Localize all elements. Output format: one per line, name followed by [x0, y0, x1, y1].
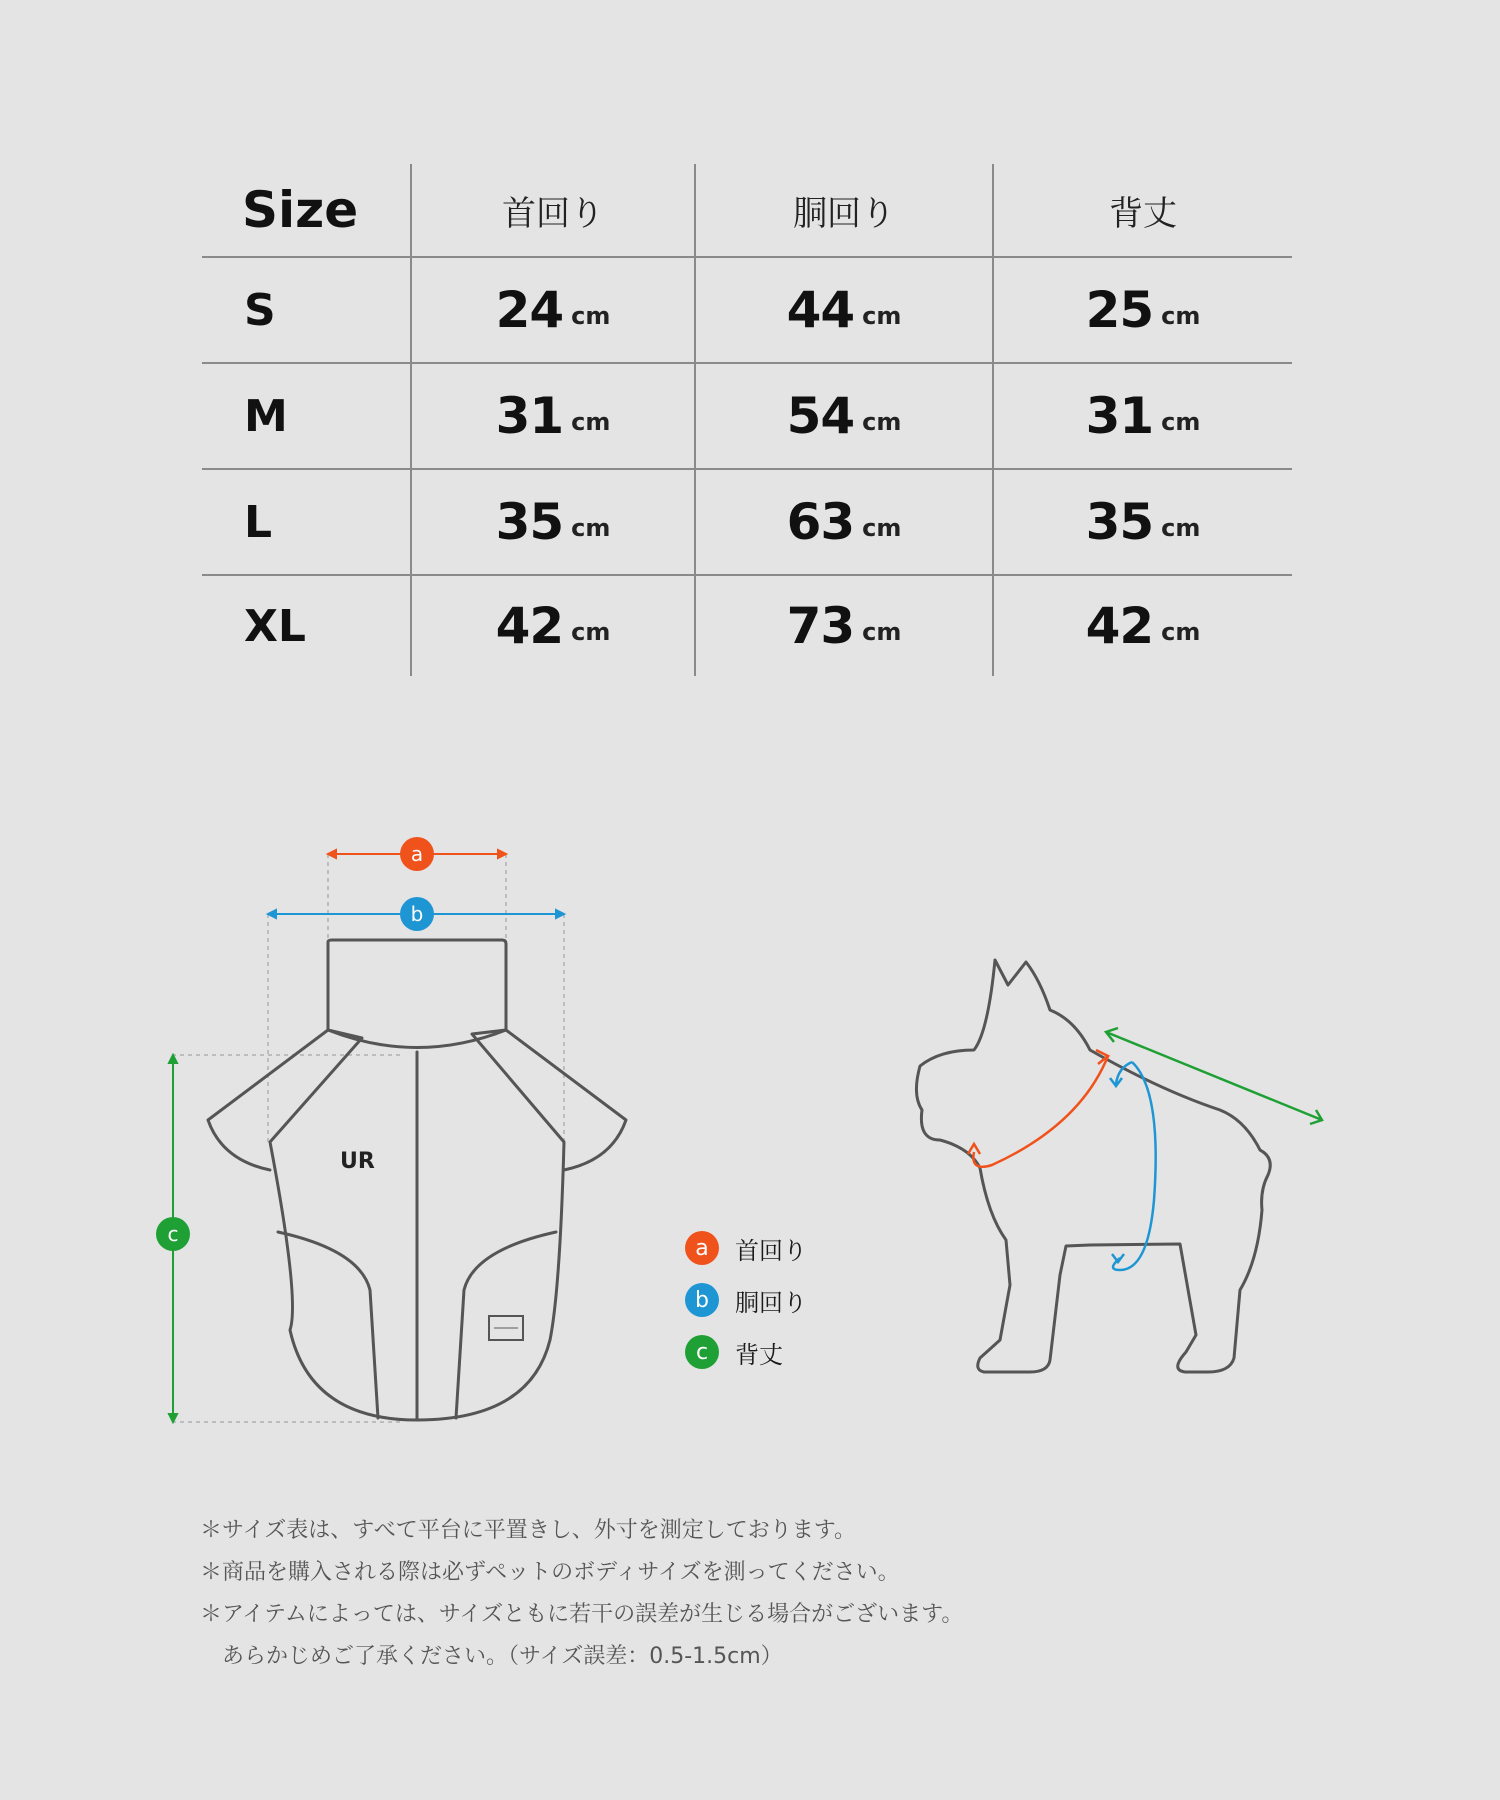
legend-item-c: [685, 1326, 885, 1378]
neck-measure: [973, 1056, 1108, 1167]
value-number: 42: [1085, 597, 1154, 655]
marker-c-label: c: [167, 1222, 179, 1246]
value-number: 25: [1085, 281, 1154, 339]
legend-label: 背丈: [735, 1340, 783, 1369]
note-line: ＊商品を購入される際は必ずペットのボディサイズを測ってください。: [200, 1560, 900, 1585]
value-unit: cm: [862, 514, 902, 542]
header-chest: 胴回り: [793, 193, 895, 234]
row-size-label: M: [244, 390, 288, 442]
value-number: 24: [495, 281, 564, 339]
legend-item-b: [685, 1274, 885, 1326]
value-cell: [994, 576, 1292, 676]
value-cell: [994, 364, 1292, 468]
value-number: 44: [786, 281, 855, 339]
chest-measure: [1113, 1062, 1156, 1270]
value-number: 31: [495, 387, 564, 445]
marker-a-label: a: [410, 842, 424, 866]
value-number: 35: [1085, 493, 1154, 551]
value-unit: cm: [862, 408, 902, 436]
value-cell: [412, 364, 694, 468]
dog-outline: [916, 960, 1270, 1372]
legend-label: 胴回り: [735, 1288, 807, 1317]
marker-b-label: b: [410, 902, 424, 926]
value-cell: [994, 470, 1292, 574]
value-number: 63: [786, 493, 855, 551]
value-unit: cm: [1161, 514, 1201, 542]
legend-label: 首回り: [735, 1236, 807, 1265]
dog-diagram: [900, 940, 1340, 1380]
legend: [685, 1222, 885, 1378]
value-cell: [696, 364, 992, 468]
notes: [200, 1510, 1300, 1678]
note-line: ＊アイテムによっては、サイズともに若干の誤差が生じる場合がございます。: [200, 1602, 964, 1627]
garment-logo: UR: [340, 1149, 375, 1174]
value-cell: [696, 470, 992, 574]
legend-dot-c: c: [685, 1335, 719, 1369]
value-cell: [696, 576, 992, 676]
value-number: 31: [1085, 387, 1154, 445]
header-neck: 首回り: [502, 193, 604, 234]
value-cell: [994, 258, 1292, 362]
value-unit: cm: [571, 302, 611, 330]
header-size: Size: [242, 181, 359, 239]
legend-item-a: [685, 1222, 885, 1274]
value-unit: cm: [1161, 302, 1201, 330]
value-number: 35: [495, 493, 564, 551]
right-panel: [456, 1232, 556, 1418]
value-number: 73: [786, 597, 855, 655]
value-unit: cm: [571, 408, 611, 436]
size-table: [202, 164, 1292, 676]
left-panel: [278, 1232, 378, 1418]
value-number: 54: [786, 387, 855, 445]
note-line: あらかじめご了承ください。（サイズ誤差：0.5-1.5cm）: [200, 1644, 783, 1669]
value-unit: cm: [862, 302, 902, 330]
row-size-label: XL: [244, 600, 306, 652]
value-unit: cm: [1161, 408, 1201, 436]
value-cell: [412, 258, 694, 362]
header-length: 背丈: [1109, 193, 1177, 234]
garment-diagram: [0, 820, 680, 1440]
value-number: 42: [495, 597, 564, 655]
value-unit: cm: [862, 618, 902, 646]
value-cell: [696, 258, 992, 362]
row-size-label: S: [244, 284, 276, 336]
collar: [328, 940, 506, 1030]
right-sleeve: [506, 1030, 626, 1170]
legend-dot-a: a: [685, 1231, 719, 1265]
value-cell: [412, 470, 694, 574]
row-size-label: L: [244, 496, 273, 548]
value-unit: cm: [571, 514, 611, 542]
value-unit: cm: [1161, 618, 1201, 646]
value-cell: [412, 576, 694, 676]
note-line: ＊サイズ表は、すべて平台に平置きし、外寸を測定しております。: [200, 1518, 857, 1543]
value-unit: cm: [571, 618, 611, 646]
legend-dot-b: b: [685, 1283, 719, 1317]
